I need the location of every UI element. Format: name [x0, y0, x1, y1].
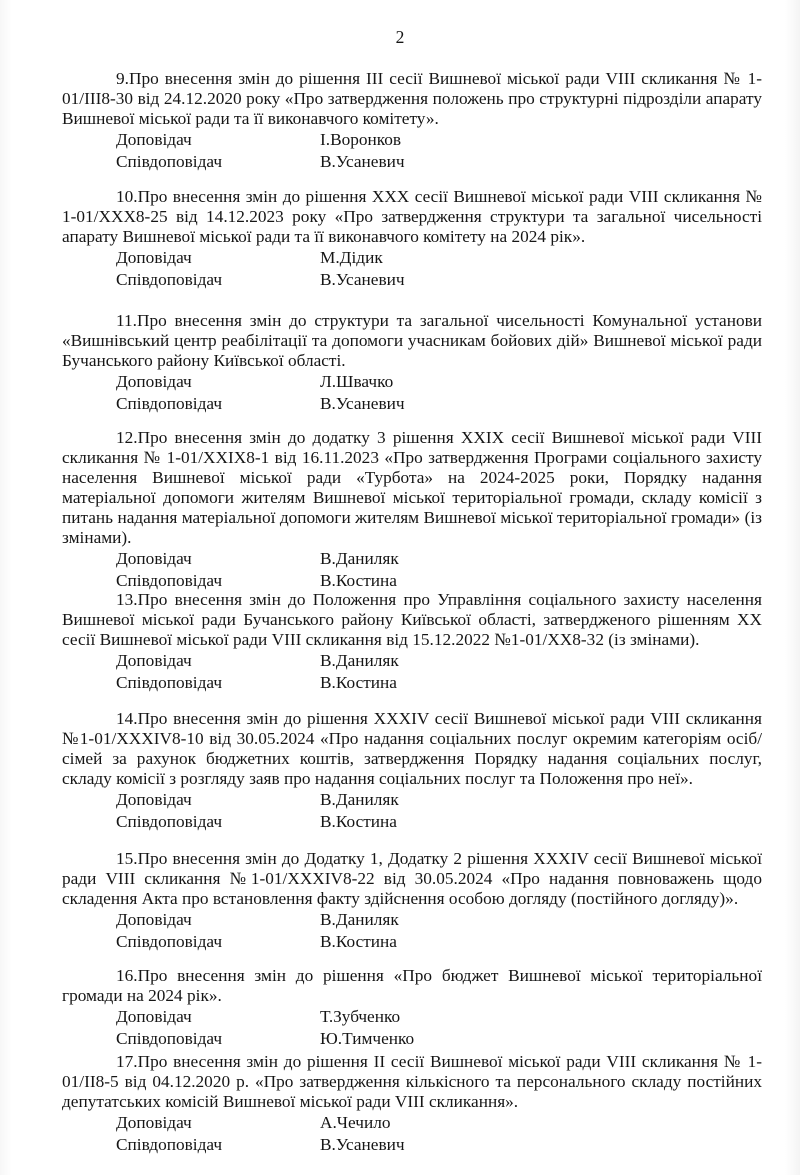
co-rapporteur-row [62, 811, 762, 833]
rapporteur-label: Доповідач [116, 1007, 192, 1026]
rapporteur-row [62, 650, 762, 672]
co-rapporteur-row [62, 269, 762, 291]
co-rapporteur-label: Співдоповідач [116, 1029, 223, 1048]
rapporteur-name: В.Даниляк [320, 549, 399, 568]
agenda-item-text: 14.Про внесення змін до рішення XXXIV сесії Вишневої міської ради VIII скликання №1-01/XXXIV8-10 від 30.05.2024 «Про надання соціальних послуг окремим категоріям осіб/сімей за рахунок бюджетних коштів, затвердження Порядку надання соціальних послуг, складу комісії з розгляду заяв про надання соціальних послуг та Положення про неї». [62, 709, 762, 788]
rapporteur-row [62, 909, 762, 931]
rapporteur-label: Доповідач [116, 910, 192, 929]
page-number: 2 [395, 27, 405, 47]
agenda-item-14 [62, 709, 762, 833]
rapporteur-name: І.Воронков [320, 130, 402, 149]
agenda-item-9 [62, 69, 762, 173]
rapporteur-label: Доповідач [116, 790, 192, 809]
co-rapporteur-row [62, 151, 762, 173]
rapporteur-row [62, 548, 762, 570]
co-rapporteur-label: Співдоповідач [116, 394, 223, 413]
rapporteur-row [62, 247, 762, 269]
rapporteur-name: Л.Швачко [320, 372, 394, 391]
co-rapporteur-label: Співдоповідач [116, 812, 223, 831]
agenda-item-17 [62, 1052, 762, 1156]
agenda-item-text: 15.Про внесення змін до Додатку 1, Додатку 2 рішення XXXIV сесії Вишневої міської ради VIII скликання №1-01/XXXIV8-22 від 30.05.2024 «Про надання повноважень щодо складення Акта про встановлення факту здійснення особою догляду (постійного догляду)». [62, 849, 762, 908]
co-rapporteur-label: Співдоповідач [116, 571, 223, 590]
agenda-item-11 [62, 311, 762, 415]
agenda-item-text: 17.Про внесення змін до рішення II сесії Вишневої міської ради VIII скликання № 1-01/II8-5 від 04.12.2020 р. «Про затвердження кількісного та персонального складу постійних депутатських комісій Вишневої міської ради VIII скликання». [62, 1052, 762, 1111]
rapporteur-row [62, 129, 762, 151]
co-rapporteur-row [62, 393, 762, 415]
agenda-item-16 [62, 966, 762, 1050]
co-rapporteur-label: Співдоповідач [116, 932, 223, 951]
rapporteur-name: В.Даниляк [320, 790, 399, 809]
co-rapporteur-label: Співдоповідач [116, 673, 223, 692]
co-rapporteur-row [62, 1134, 762, 1156]
co-rapporteur-row [62, 570, 762, 592]
rapporteur-name: А.Чечило [320, 1113, 391, 1132]
co-rapporteur-name: Ю.Тимченко [320, 1029, 415, 1048]
rapporteur-label: Доповідач [116, 1113, 192, 1132]
agenda-item-text: 13.Про внесення змін до Положення про Управління соціального захисту населення Вишневої міської ради Бучанського району Київської області, затвердженого рішенням XX сесії Вишневої міської ради VIII скликання від 15.12.2022 №1-01/XX8-32 (із змінами). [62, 590, 762, 649]
co-rapporteur-name: В.Костина [320, 673, 397, 692]
co-rapporteur-name: В.Костина [320, 932, 397, 951]
co-rapporteur-row [62, 1028, 762, 1050]
rapporteur-row [62, 789, 762, 811]
agenda-item-15 [62, 849, 762, 953]
rapporteur-name: В.Даниляк [320, 910, 399, 929]
rapporteur-label: Доповідач [116, 130, 192, 149]
co-rapporteur-label: Співдоповідач [116, 1135, 223, 1154]
agenda-item-12 [62, 428, 762, 592]
rapporteur-row [62, 371, 762, 393]
agenda-item-13 [62, 590, 762, 694]
co-rapporteur-row [62, 931, 762, 953]
co-rapporteur-name: В.Усаневич [320, 152, 405, 171]
co-rapporteur-name: В.Костина [320, 812, 397, 831]
agenda-item-text: 10.Про внесення змін до рішення XXX сесії Вишневої міської ради VIII скликання № 1-01/XXX8-25 від 14.12.2023 року «Про затвердження структури та загальної чисельності апарату Вишневої міської ради та її виконавчого комітету на 2024 рік». [62, 187, 762, 246]
co-rapporteur-name: В.Усаневич [320, 394, 405, 413]
agenda-item-text: 16.Про внесення змін до рішення «Про бюджет Вишневої міської територіальної громади на 2024 рік». [62, 966, 762, 1005]
agenda-item-text: 9.Про внесення змін до рішення III сесії Вишневої міської ради VIII скликання № 1-01/III8-30 від 24.12.2020 року «Про затвердження положень про структурні підрозділи апарату Вишневої міської ради та її виконавчого комітету». [62, 69, 762, 128]
rapporteur-name: В.Даниляк [320, 651, 399, 670]
co-rapporteur-name: В.Усаневич [320, 1135, 405, 1154]
co-rapporteur-row [62, 672, 762, 694]
rapporteur-label: Доповідач [116, 549, 192, 568]
rapporteur-name: М.Дідик [320, 248, 383, 267]
rapporteur-label: Доповідач [116, 372, 192, 391]
co-rapporteur-name: В.Усаневич [320, 270, 405, 289]
co-rapporteur-label: Співдоповідач [116, 152, 223, 171]
rapporteur-row [62, 1006, 762, 1028]
rapporteur-name: Т.Зубченко [320, 1007, 401, 1026]
rapporteur-label: Доповідач [116, 248, 192, 267]
co-rapporteur-label: Співдоповідач [116, 270, 223, 289]
agenda-item-text: 12.Про внесення змін до додатку 3 рішення XXIX сесії Вишневої міської ради VIII скликання № 1-01/XXIX8-1 від 16.11.2023 «Про затвердження Програми соціального захисту населення Вишневої міської ради «Турбота» на 2024-2025 роки, Порядку надання матеріальної допомоги жителям Вишневої міської територіальної громади, складу комісії з питань надання матеріальної допомоги жителям Вишневої міської територіальної громади» (із змінами). [62, 428, 762, 547]
co-rapporteur-name: В.Костина [320, 571, 397, 590]
agenda-item-text: 11.Про внесення змін до структури та загальної чисельності Комунальної установи «Вишнівський центр реабілітації та допомоги учасникам бойових дій» Вишневої міської ради Бучанського району Київської області. [62, 311, 762, 370]
rapporteur-row [62, 1112, 762, 1134]
agenda-item-10 [62, 187, 762, 291]
rapporteur-label: Доповідач [116, 651, 192, 670]
